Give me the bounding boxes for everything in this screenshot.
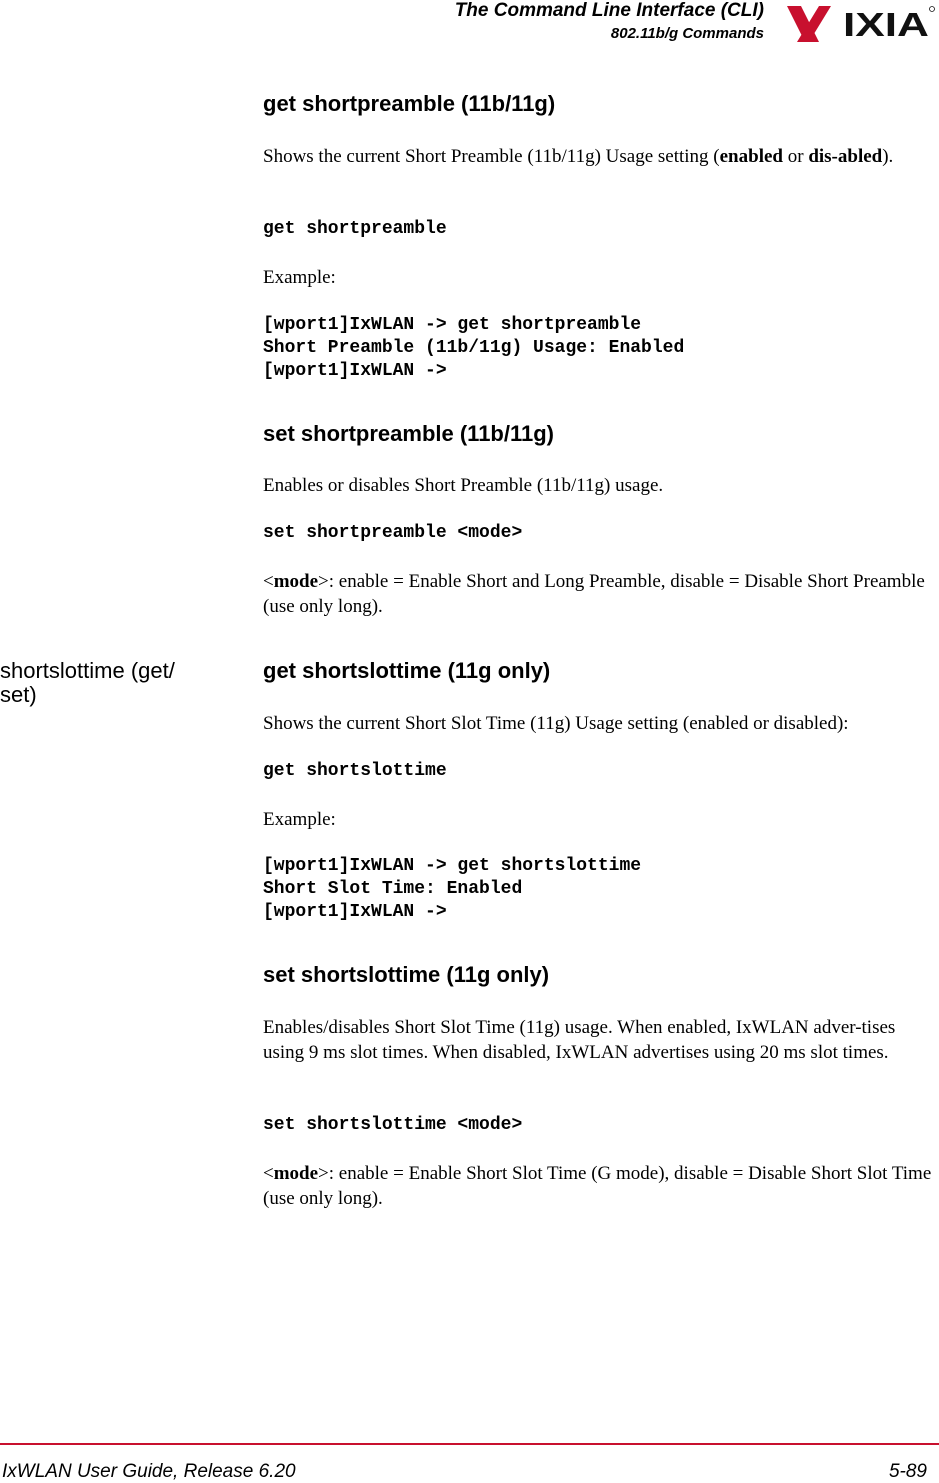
logo-text: IXIA [843,6,929,43]
running-header-subtitle: 802.11b/g Commands [610,25,764,42]
heading-set-shortslottime: set shortslottime (11g only) [263,962,550,987]
logo-x-mark-icon [787,6,831,42]
param-mode-shortslottime: <mode>: enable = Enable Short Slot Time (G mode), disable = Disable Short Slot Time (use only long). [263,1163,932,1209]
paragraph-set-shortslottime: Enables/disables Short Slot Time (11g) usage. When enabled, IxWLAN adver-tises using 9 ms slot times. When disabled, IxWLAN advertises using 20 ms slot times. [263,1017,896,1063]
example-code-get-shortpreamble: [wport1]IxWLAN -> get shortpreamble Short Preamble (11b/11g) Usage: Enabled [wport1]IxWLAN -> [263,315,685,381]
footer-page-number: 5-89 [888,1461,927,1482]
param-mode-shortpreamble: <mode>: enable = Enable Short and Long Preamble, disable = Disable Short Preamble (use only long). [263,571,925,617]
heading-get-shortpreamble: get shortpreamble (11b/11g) [263,91,556,116]
footer-guide-title: IxWLAN User Guide, Release 6.20 [2,1461,296,1482]
running-header-title: The Command Line Interface (CLI) [454,0,764,21]
heading-get-shortslottime: get shortslottime (11g only) [263,658,551,683]
heading-set-shortpreamble: set shortpreamble (11b/11g) [263,421,554,446]
footer-rule [0,1443,939,1445]
syntax-get-shortslottime: get shortslottime [263,761,447,781]
ixia-logo [785,2,937,48]
syntax-set-shortpreamble: set shortpreamble <mode> [263,523,523,543]
example-label: Example: [263,267,336,288]
syntax-get-shortpreamble: get shortpreamble [263,219,447,239]
paragraph-get-shortpreamble: Shows the current Short Preamble (11b/11g) Usage setting (enabled or dis-abled). [263,146,894,167]
paragraph-set-shortpreamble: Enables or disables Short Preamble (11b/11g) usage. [263,475,664,496]
example-label: Example: [263,809,336,830]
example-code-get-shortslottime: [wport1]IxWLAN -> get shortslottime Short Slot Time: Enabled [wport1]IxWLAN -> [263,856,642,922]
paragraph-get-shortslottime: Shows the current Short Slot Time (11g) Usage setting (enabled or disabled): [263,713,849,734]
sidebar-topic-label: shortslottime (get/ set) [0,658,175,707]
syntax-set-shortslottime: set shortslottime <mode> [263,1115,523,1135]
